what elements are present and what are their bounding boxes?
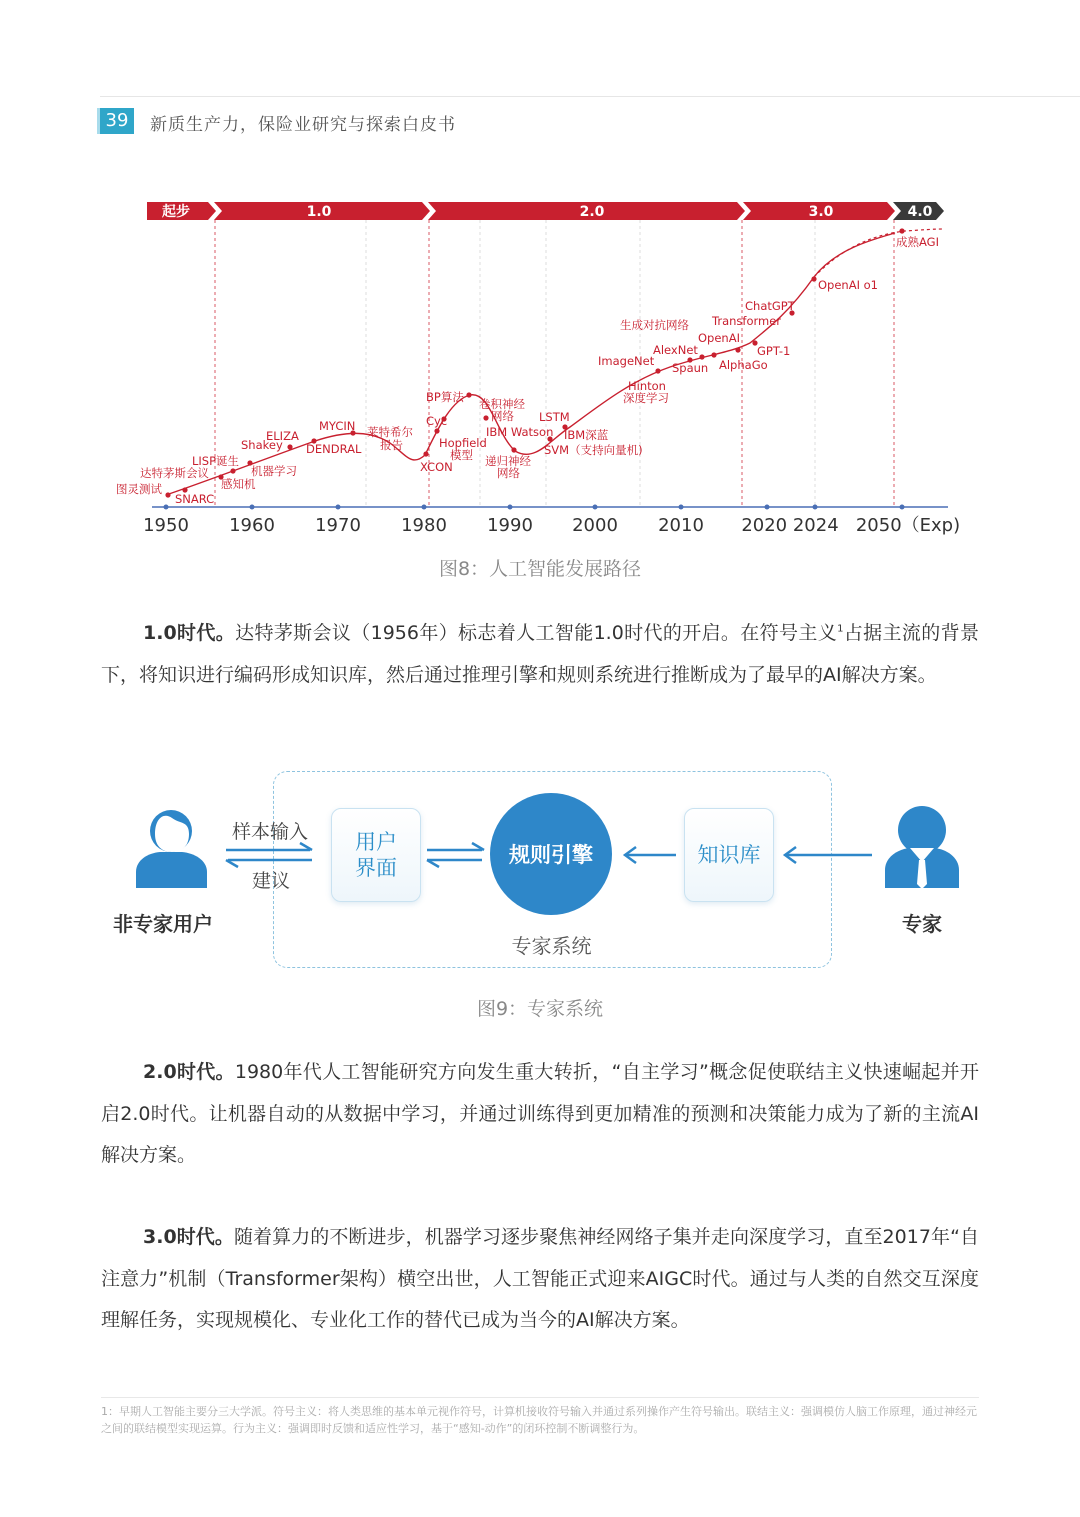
- year-label: 1970: [315, 515, 361, 536]
- event-label: 模型: [450, 448, 473, 462]
- event-label: Hopfield: [439, 436, 487, 450]
- phase-label-1: 1.0: [306, 204, 332, 220]
- running-title: 新质生产力，保险业研究与探索白皮书: [150, 115, 456, 135]
- event-label: AlphaGo: [719, 358, 768, 372]
- event-label: MYCIN: [319, 419, 356, 433]
- event-label: Spaun: [672, 361, 709, 375]
- rule-engine-circle: 规则引擎: [490, 793, 612, 915]
- year-label: 2050（Exp): [855, 515, 961, 536]
- era-1-text: 达特茅斯会议（1956年）标志着人工智能1.0时代的开启。在符号主义: [235, 622, 838, 644]
- era-1-heading: 1.0时代。: [143, 622, 236, 644]
- event-label: DENDRAL: [306, 442, 362, 456]
- event-label: BP算法: [426, 390, 464, 404]
- year-label: 1950: [143, 515, 189, 536]
- era-3-heading: 3.0时代。: [143, 1226, 234, 1248]
- year-label: 2020 2024: [741, 515, 839, 536]
- suggestion-label: 建议: [252, 870, 291, 892]
- expert-icon: [885, 806, 959, 889]
- event-label: XCON: [420, 460, 453, 474]
- non-expert-user-label: 非专家用户: [113, 912, 213, 936]
- phase-label-start: 起步: [162, 204, 190, 220]
- event-label: Transformer: [712, 314, 782, 328]
- event-label: OpenAI: [698, 331, 740, 345]
- non-expert-user-icon: [136, 810, 207, 888]
- event-label: 生成对抗网络: [620, 318, 689, 332]
- event-label: LISP诞生: [192, 454, 240, 468]
- phase-label-3: 3.0: [808, 204, 834, 220]
- era-3-text: 随着算力的不断进步，机器学习逐步聚焦神经网络子集并走向深度学习，直至2017年“自注意力”机制（Transformer架构）横空出世，人工智能正式迎来AIGC时代。通过与人类的自然交互深度理解任务，实现规模化、专业化工作的替代已成为当今的AI解决方案。: [101, 1226, 979, 1331]
- paragraph-era-2: [101, 1052, 979, 1177]
- event-label: SNARC: [175, 492, 215, 506]
- user-ui-double-arrow: [226, 843, 312, 867]
- event-label: GPT-1: [757, 344, 791, 358]
- era-2-text: 1980年代人工智能研究方向发生重大转折，“自主学习”概念促使联结主义快速崛起并开启2.0时代。让机器自动的从数据中学习，并通过训练得到更加精准的预测和决策能力成为了新的主流AI解决方案。: [101, 1061, 979, 1166]
- event-label: SVM（支持向量机): [544, 443, 643, 457]
- event-label: LSTM: [539, 410, 570, 424]
- event-label: ChatGPT: [745, 299, 795, 313]
- footnote-ref: 1: [837, 623, 844, 635]
- year-label: 2010: [658, 515, 704, 536]
- knowledge-base-card: 知识库: [684, 808, 774, 902]
- event-label: ELIZA: [266, 429, 299, 443]
- event-label: 成熟AGI: [896, 235, 939, 249]
- figure9-caption: 图9：专家系统: [476, 998, 604, 1020]
- user-body: [136, 852, 207, 888]
- year-label: 1990: [487, 515, 533, 536]
- event-label: 达特茅斯会议: [140, 466, 209, 480]
- year-label: 1960: [229, 515, 275, 536]
- event-label: 网络: [491, 409, 514, 423]
- event-label: AlexNet: [653, 343, 698, 357]
- expert-system-label: 专家系统: [511, 934, 592, 958]
- ui-engine-double-arrow: [427, 843, 484, 867]
- era-2-heading: 2.0时代。: [143, 1061, 235, 1083]
- event-label: 深度学习: [623, 391, 669, 405]
- event-label: 莱特希尔: [367, 425, 413, 439]
- year-label: 1980: [401, 515, 447, 536]
- event-label: 递归神经: [485, 454, 531, 468]
- paragraph-era-3: [101, 1217, 979, 1342]
- expert-head: [898, 806, 946, 854]
- expert-label: 专家: [902, 912, 942, 936]
- event-label: 感知机: [221, 477, 256, 491]
- figure8-caption: 图8：人工智能发展路径: [438, 558, 642, 580]
- year-label: 2000: [572, 515, 618, 536]
- footnote: 1：早期人工智能主要分三大学派。符号主义：将人类思维的基本单元视作符号，计算机接收符号输入并通过系列操作产生符号输出。联结主义：强调模仿人脑工作原理，通过神经元之间的联结模型实现运算。行为主义：强调即时反馈和适应性学习，基于“感知-动作”的闭环控制不断调整行为。: [101, 1405, 977, 1435]
- event-label: 网络: [497, 466, 520, 480]
- sample-input-label: 样本输入: [232, 821, 309, 843]
- event-label: Cyc: [426, 414, 448, 428]
- phase-label-2: 2.0: [579, 204, 605, 220]
- event-label: 卷积神经: [479, 397, 525, 411]
- event-label: 机器学习: [251, 464, 297, 478]
- event-label: Hinton: [628, 379, 666, 393]
- era-1-text-tail: 占据主流的背景下，将知识进行编码形成知识库，然后通过推理引擎和规则系统进行推断成为了最早的AI解决方案。: [101, 622, 979, 686]
- phase-label-4: 4.0: [907, 204, 933, 220]
- user-interface-card: 用户 界面: [331, 808, 421, 902]
- event-label: OpenAI o1: [818, 278, 878, 292]
- event-label: Shakey: [241, 438, 283, 452]
- event-label: 报告: [380, 438, 403, 452]
- footnote-rule: [101, 1397, 979, 1398]
- event-label: IBM Watson: [486, 425, 554, 439]
- event-label: IBM深蓝: [564, 428, 609, 442]
- page-number-badge: 39: [100, 108, 134, 134]
- event-label: 图灵测试: [116, 482, 162, 496]
- event-label: ImageNet: [598, 354, 655, 368]
